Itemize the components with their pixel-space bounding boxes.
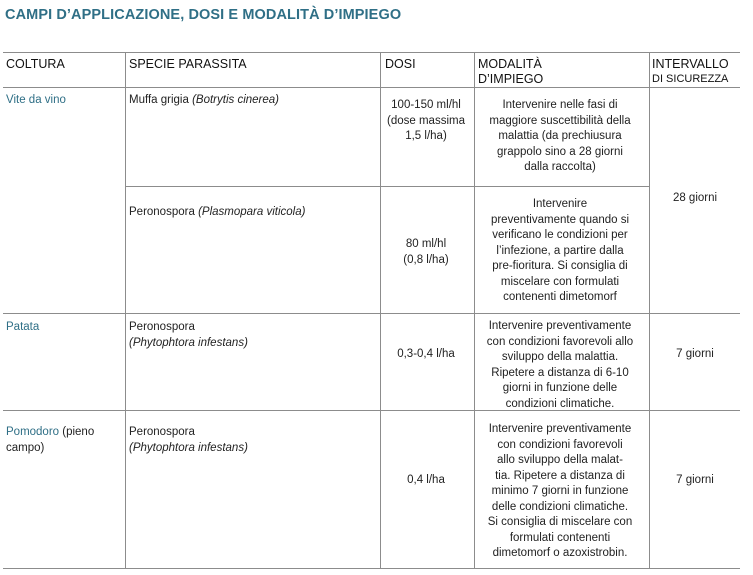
pest-common-name: Peronospora — [129, 426, 195, 438]
header-intervallo-line2: DI SICUREZZA — [652, 73, 729, 85]
dose — [381, 347, 471, 363]
pest-latin-name: (Plasmopara viticola) — [198, 206, 306, 218]
crop-name: Vite da vino — [6, 94, 66, 106]
pest-common-name: Peronospora — [129, 206, 195, 218]
dose-line: 0,3-0,4 l/ha — [397, 348, 455, 360]
mode-line: formulati contenenti — [509, 531, 611, 544]
mode-line: minimo 7 giorni in funzione — [491, 485, 629, 497]
mode-line: condizioni climatiche. — [505, 397, 615, 410]
application-mode — [476, 422, 644, 562]
mode-line: grappolo sino a 28 giorni — [497, 145, 623, 158]
mode-line: maggiore suscettibilità della — [489, 114, 631, 127]
mode-line: dimetomorf o azoxistrobin. — [492, 547, 628, 559]
mode-line: con condizioni favorevoli allo — [486, 335, 634, 348]
pest-latin-name: (Phytophtora infestans) — [129, 336, 248, 349]
pest-common-name: Peronospora — [129, 321, 195, 333]
mode-line: preventivamente quando si — [490, 213, 630, 226]
mode-line: allo sviluppo della malat- — [497, 454, 623, 466]
crop-name-suffix: (pieno campo) — [6, 426, 95, 454]
pest-common-name: Muffa grigia — [129, 94, 189, 106]
dose — [381, 473, 471, 489]
application-mode — [476, 197, 644, 306]
mode-line: l’infezione, a partire dalla — [496, 244, 624, 257]
header-modalita-line2: D’IMPIEGO — [478, 72, 544, 86]
dose-line: (dose massima — [387, 114, 465, 127]
pest-latin-name: (Botrytis cinerea) — [192, 94, 280, 106]
application-mode — [476, 319, 644, 412]
dose-line: (0,8 l/ha) — [403, 253, 449, 266]
dose — [381, 237, 471, 268]
pest-latin-name: (Phytophtora infestans) — [129, 441, 248, 454]
pest-name — [129, 425, 248, 456]
pest-name — [129, 320, 248, 351]
mode-line: Intervenire preventivamente — [488, 423, 632, 435]
header-modalita-line1: MODALITÀ — [478, 57, 542, 71]
header-intervallo-line1: INTERVALLO — [652, 57, 729, 71]
section-title: CAMPI D’APPLICAZIONE, DOSI E MODALITÀ D’IMPIEGO — [5, 7, 402, 23]
mode-line: sviluppo della malattia. — [501, 351, 619, 363]
header-modalita — [478, 57, 543, 87]
crop-name: Patata — [6, 321, 40, 333]
mode-line: pre-fioritura. Si consiglia di — [492, 260, 628, 272]
pest-name — [129, 93, 279, 109]
mode-line: delle condizioni climatiche. — [491, 500, 629, 513]
header-dosi: DOSI — [385, 57, 416, 71]
dose — [381, 98, 471, 145]
mode-line: Si consiglia di miscelare con — [487, 516, 633, 528]
mode-line: Ripetere a distanza di 6-10 — [491, 366, 629, 379]
mode-line: contenenti dimetomorf — [503, 291, 617, 303]
dose-line: 80 ml/hl — [405, 238, 447, 250]
dose-line: 100-150 ml/hl — [391, 99, 461, 111]
mode-line: giorni in funzione delle — [502, 382, 618, 394]
mode-line: Intervenire — [532, 198, 588, 210]
dose-line: 0,4 l/ha — [407, 474, 445, 486]
mode-line: Intervenire preventivamente — [488, 320, 632, 332]
crop-name-main: Pomodoro — [6, 426, 60, 438]
mode-line: Intervenire nelle fasi di — [502, 99, 618, 111]
mode-line: tia. Ripetere a distanza di — [495, 469, 625, 482]
dose-line: 1,5 l/ha) — [405, 130, 447, 142]
crop-name — [6, 425, 120, 456]
mode-line: malattia (da prechiusura — [498, 130, 622, 142]
mode-line: verificano le condizioni per — [492, 229, 628, 241]
safety-interval: 28 giorni — [672, 192, 718, 204]
header-intervallo — [652, 57, 729, 87]
safety-interval: 7 giorni — [676, 348, 714, 360]
mode-line: con condizioni favorevoli — [497, 438, 623, 451]
header-coltura: COLTURA — [6, 57, 65, 71]
header-specie-parassita: SPECIE PARASSITA — [129, 57, 247, 71]
mode-line: miscelare con formulati — [500, 275, 620, 288]
mode-line: dalla raccolta) — [524, 161, 596, 173]
application-mode — [476, 98, 644, 176]
pest-name — [129, 205, 305, 221]
safety-interval: 7 giorni — [676, 474, 714, 486]
